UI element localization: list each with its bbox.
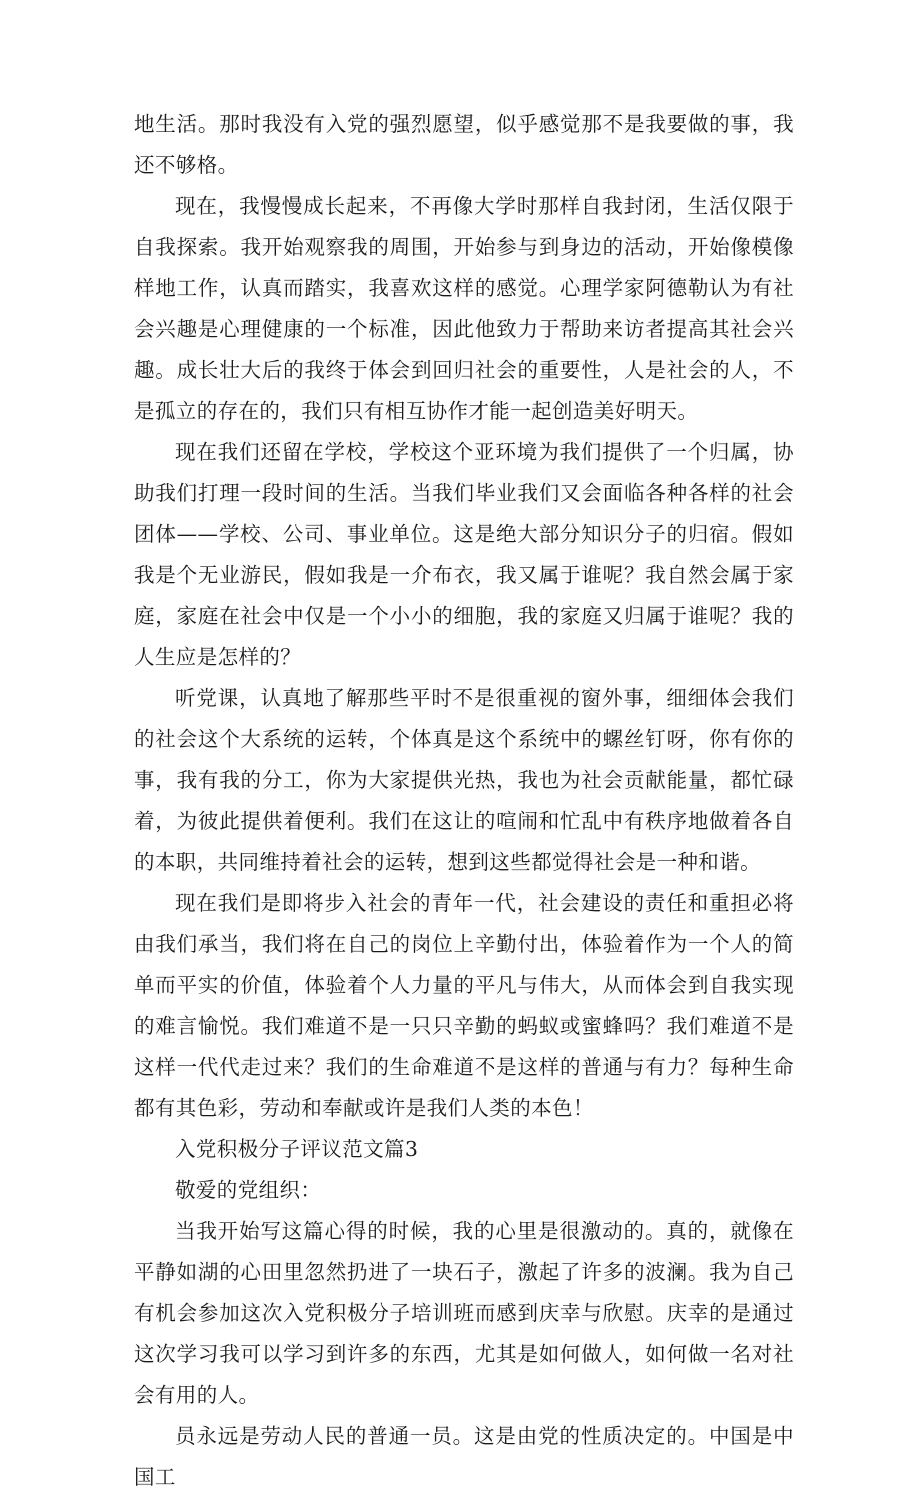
document-body (134, 104, 794, 1498)
paragraph-6: 当我开始写这篇心得的时候，我的心里是很激动的。真的，就像在平静如湖的心田里忽然扔进了一块石子，激起了许多的波澜。我为自己有机会参加这次入党积极分子培训班而感到庆幸与欣慰。庆幸的是通过这次学习我可以学习到许多的东西，尤其是如何做人，如何做一名对社会有用的人。 (134, 1219, 794, 1407)
salutation: 敬爱的党组织： (175, 1178, 322, 1202)
paragraph-5: 现在我们是即将步入社会的青年一代，社会建设的责任和重担必将由我们承当，我们将在自己的岗位上辛勤付出，体验着作为一个人的简单而平实的价值，体验着个人力量的平凡与伟大，从而体会到自我实现的难言愉悦。我们难道不是一只只辛勤的蚂蚁或蜜蜂吗？我们难道不是这样一代代走过来？我们的生命难道不是这样的普通与有力？每种生命都有其色彩，劳动和奉献或许是我们人类的本色！ (134, 891, 794, 1120)
section-title: 入党积极分子评议范文篇3 (175, 1137, 419, 1161)
paragraph-7: 员永远是劳动人民的普通一员。这是由党的性质决定的。中国是中国工 (134, 1424, 794, 1489)
paragraph-1: 地生活。那时我没有入党的强烈愿望，似乎感觉那不是我要做的事，我还不够格。 (134, 112, 794, 177)
paragraph-4: 听党课，认真地了解那些平时不是很重视的窗外事，细细体会我们的社会这个大系统的运转，个体真是这个系统中的螺丝钉呀，你有你的事，我有我的分工，你为大家提供光热，我也为社会贡献能量，都忙碌着，为彼此提供着便利。我们在这让的喧闹和忙乱中有秩序地做着各自的本职，共同维持着社会的运转，想到这些都觉得社会是一种和谐。 (134, 686, 794, 874)
paragraph-2: 现在，我慢慢成长起来，不再像大学时那样自我封闭，生活仅限于自我探索。我开始观察我的周围，开始参与到身边的活动，开始像模像样地工作，认真而踏实，我喜欢这样的感觉。心理学家阿德勒认为有社会兴趣是心理健康的一个标准，因此他致力于帮助来访者提高其社会兴趣。成长壮大后的我终于体会到回归社会的重要性，人是社会的人，不是孤立的存在的，我们只有相互协作才能一起创造美好明天。 (134, 194, 794, 423)
paragraph-3: 现在我们还留在学校，学校这个亚环境为我们提供了一个归属，协助我们打理一段时间的生活。当我们毕业我们又会面临各种各样的社会团体——学校、公司、事业单位。这是绝大部分知识分子的归宿。假如我是个无业游民，假如我是一介布衣，我又属于谁呢？我自然会属于家庭，家庭在社会中仅是一个小小的细胞，我的家庭又归属于谁呢？我的人生应是怎样的？ (134, 440, 794, 669)
